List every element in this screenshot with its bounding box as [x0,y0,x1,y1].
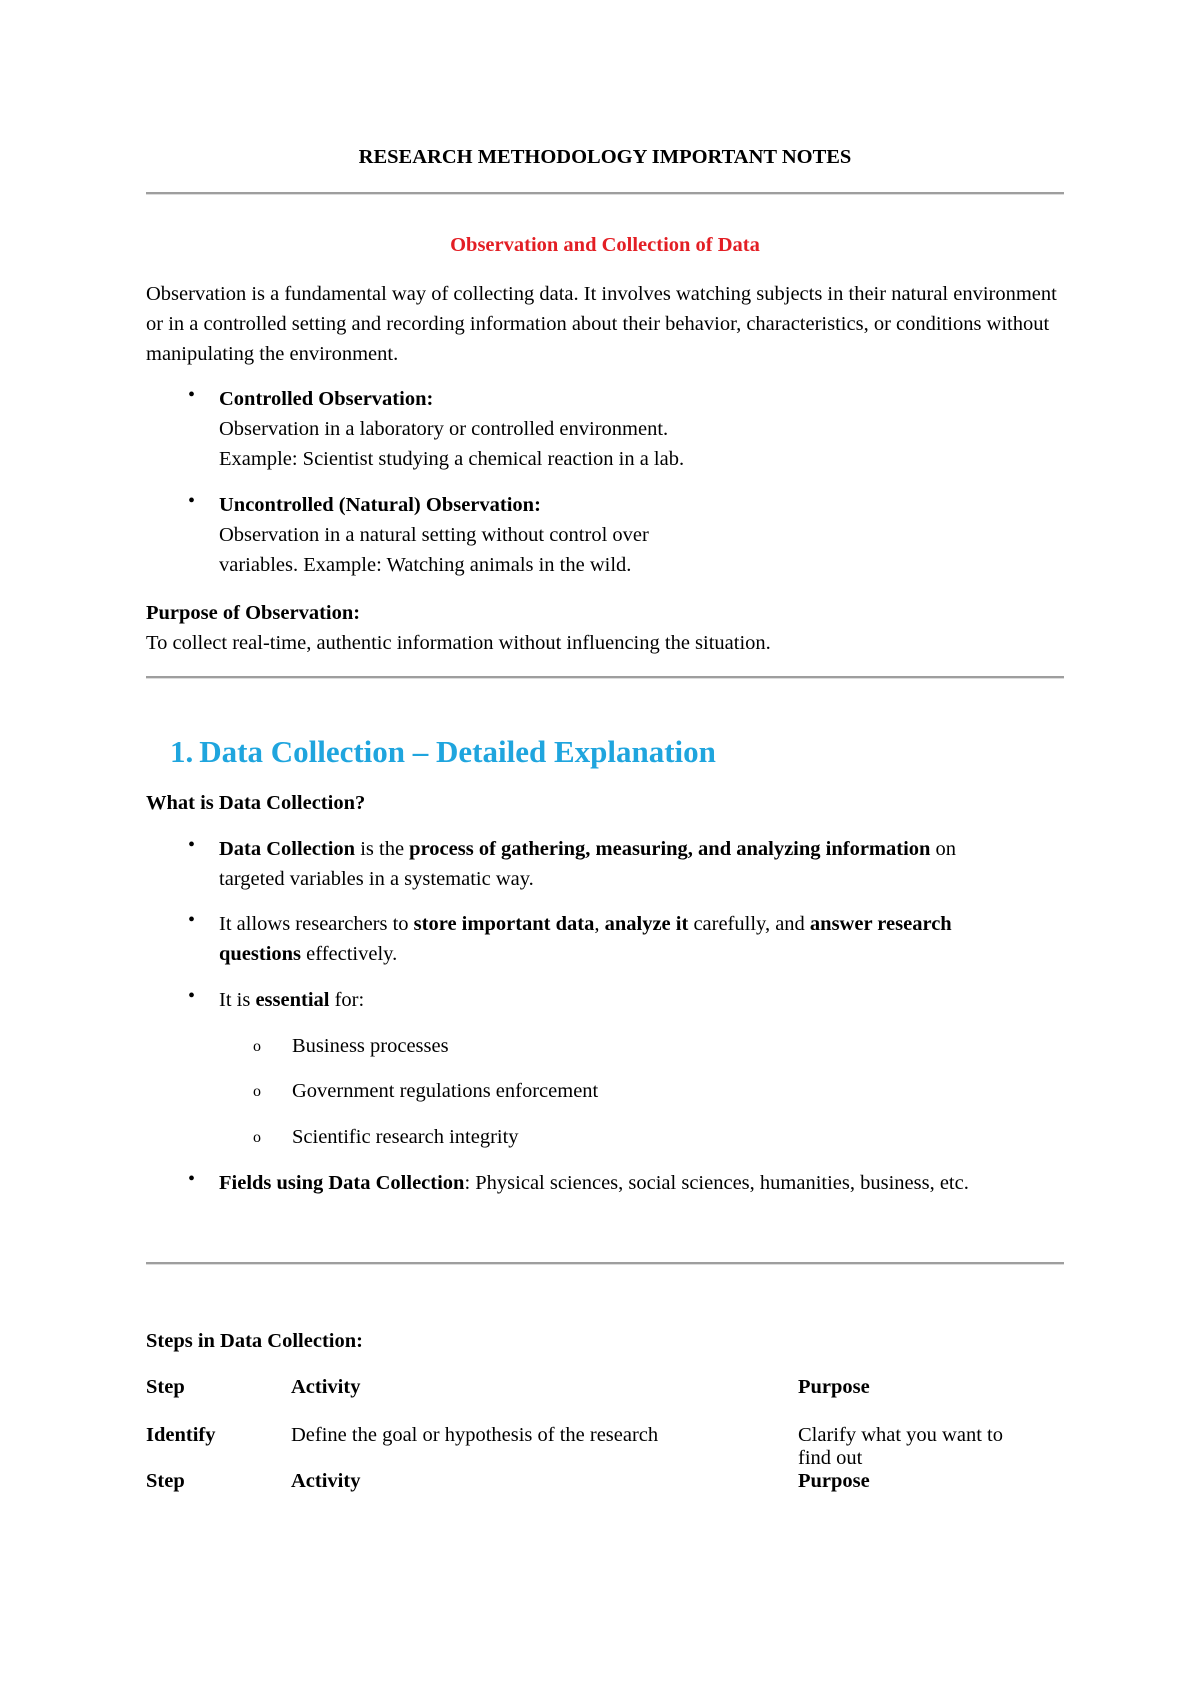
observation-type-example: variables. Example: Watching animals in the wild. [219,554,632,576]
section-title: Data Collection – Detailed Explanation [199,734,716,769]
text: It is [219,989,256,1011]
text: effectively. [301,943,398,965]
divider [146,192,1064,195]
observation-type-title: Uncontrolled (Natural) Observation: [219,494,541,516]
steps-table [146,1376,1064,1493]
text: is the [355,838,410,860]
observation-type-desc: Observation in a natural setting without control over [219,524,649,546]
table-header: Activity [291,1470,361,1492]
list-item [146,909,1009,969]
table-header: Step [146,1376,185,1398]
question-heading: What is Data Collection? [146,792,366,814]
table-cell: Identify [146,1424,216,1446]
table-header-row [146,1376,1064,1424]
list-item: o Scientific research integrity [146,1122,1064,1152]
observation-type-example: Example: Scientist studying a chemical reaction in a lab. [219,448,685,470]
essential-for-list [146,1031,1064,1061]
observation-types-list-2 [146,490,1064,580]
bold-text: process of gathering, measuring, and analyzing information [409,838,931,860]
text: : Physical sciences, social sciences, humanities, business, etc. [464,1172,969,1194]
section-number: 1. [170,734,194,769]
list-item [146,490,1064,580]
table-header: Purpose [798,1376,870,1398]
bold-text: essential [255,989,330,1011]
observation-type-desc: Observation in a laboratory or controlled environment. [219,418,669,440]
section-heading-data-collection [170,734,716,770]
observation-type-title: Controlled Observation: [219,388,434,410]
essential-for-list-2 [146,1076,1064,1106]
table-row [146,1424,1064,1470]
bold-text: Fields using Data Collection [219,1172,465,1194]
data-collection-list-2 [146,909,1064,969]
data-collection-list-3 [146,985,1064,1015]
list-item [146,384,1064,474]
purpose-title: Purpose of Observation: [146,602,361,624]
list-item [146,834,959,894]
bold-text: answer research questions [219,913,952,965]
data-collection-list-4 [146,1168,1064,1198]
table-header: Purpose [798,1470,870,1492]
bold-text: analyze it [604,913,689,935]
observation-intro: Observation is a fundamental way of collecting data. It involves watching subjects in their natural environment or in a controlled setting and recording information about their behavior, characteristics, or conditions without manipulating the environment. [146,283,1057,365]
text: It allows researchers to [219,913,414,935]
bold-text: Data Collection [219,838,356,860]
essential-for-list-3 [146,1122,1064,1152]
list-item [146,985,1064,1015]
data-collection-list [146,834,1064,894]
bold-text: store important data [413,913,595,935]
table-header: Activity [291,1376,361,1398]
table-cell: Define the goal or hypothesis of the research [291,1424,659,1446]
text: carefully, and [688,913,810,935]
observation-types-list [146,384,1064,474]
list-item: o Government regulations enforcement [146,1076,1064,1106]
section-heading-observation: Observation and Collection of Data [450,234,760,256]
table-cell: Clarify what you want to find out [798,1424,1003,1469]
steps-heading: Steps in Data Collection: [146,1330,363,1352]
table-header-row [146,1470,1064,1493]
document-title: RESEARCH METHODOLOGY IMPORTANT NOTES [358,146,852,168]
divider [146,1262,1064,1265]
table-header: Step [146,1470,185,1492]
list-item: o Business processes [146,1031,1064,1061]
text: for: [329,989,365,1011]
text: , [594,913,605,935]
text: on targeted variables in a systematic way. [219,838,957,890]
purpose-text: To collect real-time, authentic information without influencing the situation. [146,632,771,654]
list-item [146,1168,1064,1198]
divider [146,676,1064,679]
